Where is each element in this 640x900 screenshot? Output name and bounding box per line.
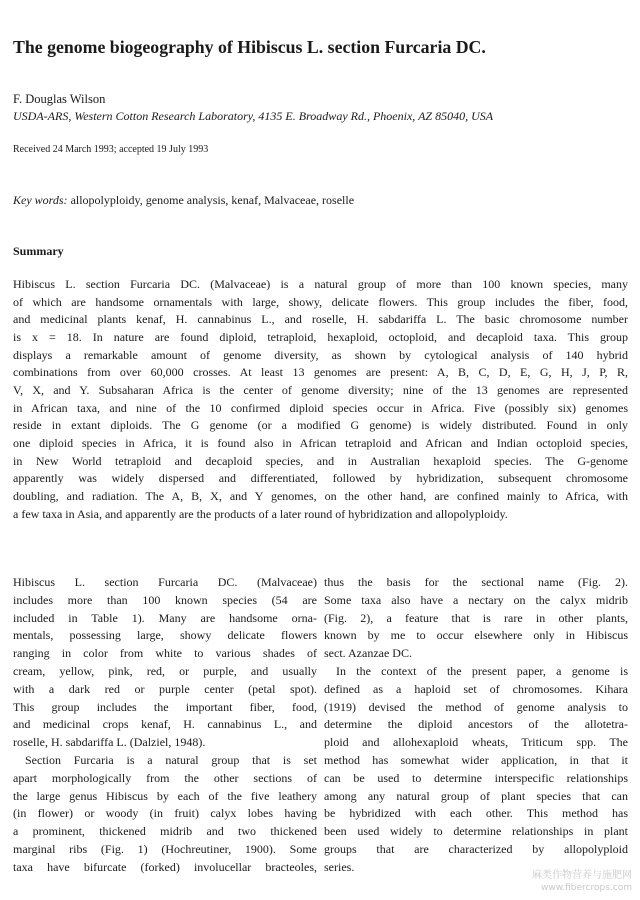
summary-line: reside in extant diploids. The G genome (or a modified G genome) is widely distributed. Found in only <box>13 418 628 433</box>
summary-line: apparently was widely dispersed and differentiated, followed by hybridization, subsequent chromosome <box>13 471 628 486</box>
body-line: thus the basis for the sectional name (Fig. 2). <box>324 575 628 589</box>
body-line: Section Furcaria is a natural group that is set <box>25 752 317 767</box>
body-line: includes more than 100 known species (54 are <box>13 592 317 607</box>
body-line: ranging in color from white to various shades of <box>13 646 317 661</box>
body-line: can be used to determine interspecific relationships <box>324 770 628 785</box>
body-line: taxa have bifurcate (forked) involucellar bracteoles, <box>13 859 317 874</box>
body-line: mentals, possessing large, showy delicate flowers <box>13 628 317 643</box>
body-line: a prominent, thickened midrib and two thickened <box>13 824 317 839</box>
body-line: In the context of the present paper, a genome is <box>336 663 628 678</box>
body-line: series. <box>324 859 355 874</box>
body-line: with a dark red or purple center (petal spot). <box>13 681 317 696</box>
keywords <box>13 192 354 208</box>
summary-line: in African taxa, and nine of the 10 confirmed diploid species occur in Africa. Five (possibly six) genomes <box>13 400 628 415</box>
summary-line: in New World tetraploid and decaploid species, and in Australian hexaploid species. The G-genome <box>13 453 628 468</box>
body-line: sect. Azanzae DC. <box>324 646 412 661</box>
watermark-url: www.fibercrops.com <box>541 883 632 893</box>
body-line: (in flower) or woody (in fruit) calyx lobes having <box>13 806 317 821</box>
body-column-right <box>324 574 628 877</box>
summary-heading: Summary <box>13 244 64 258</box>
body-line: Some taxa also have a nectary on the calyx midrib <box>324 592 628 607</box>
body-line: method has somewhat wider application, in that it <box>324 752 628 767</box>
summary-line: displays a remarkable amount of genome diversity, as shown by cytological analysis of 140 hybrid <box>13 347 628 362</box>
body-line: (Fig. 2), a feature that is rare in other plants, <box>324 610 628 625</box>
body-line: groups that are characterized by allopolyploid <box>324 841 628 856</box>
summary-line: doubling, and radiation. The A, B, X, and Y genomes, on the other hand, are confined mainly to Africa, with <box>13 488 628 503</box>
body-line: marginal ribs (Fig. 1) (Hochreutiner, 1900). Some <box>13 841 317 856</box>
body-line: Hibiscus L. section Furcaria DC. (Malvaceae) <box>13 575 317 589</box>
body-line: ploid and allohexaploid wheats, Triticum spp. The <box>324 735 628 750</box>
summary-line: V, X, and Y. Subsaharan Africa is the center of genome diversity; nine of the 13 genomes are represented <box>13 382 628 397</box>
received-dates: Received 24 March 1993; accepted 19 July 1993 <box>13 144 209 155</box>
body-line: (1919) devised the method of genome analysis to <box>324 699 628 714</box>
keywords-label: Key words: <box>13 193 68 207</box>
body-line: cream, yellow, pink, red, or purple, and usually <box>13 663 317 678</box>
body-line: among any natural group of plant species that can <box>324 788 628 803</box>
author-name: F. Douglas Wilson <box>13 92 106 106</box>
summary-line: a few taxa in Asia, and apparently are the products of a later round of hybridization and allopolyploidy. <box>13 506 508 521</box>
author-affiliation: USDA-ARS, Western Cotton Research Laboratory, 4135 E. Broadway Rd., Phoenix, AZ 85040, USA <box>13 109 494 123</box>
body-line: roselle, H. sabdariffa L. (Dalziel, 1948). <box>13 735 206 750</box>
body-line: This group includes the important fiber, food, <box>13 699 317 714</box>
summary-line: combinations from over 60,000 crosses. At least 13 genomes are present: A, B, C, D, E, G, H, J, P, R, <box>13 365 628 380</box>
keywords-text: allopolyploidy, genome analysis, kenaf, Malvaceae, roselle <box>70 193 355 207</box>
summary-line: of which are handsome ornamentals with large, showy, delicate flowers. This group includes the fiber, food, <box>13 294 628 309</box>
body-line: apart morphologically from the other sections of <box>13 770 317 785</box>
body-line: be hybridized with each other. This method has <box>324 806 628 821</box>
summary-line: one diploid species in Africa, it is found also in African tetraploid and African and Indian octoploid species, <box>13 435 628 450</box>
body-line: been used widely to determine relationships in plant <box>324 824 628 839</box>
body-line: known by me to occur elsewhere only in Hibiscus <box>324 628 628 643</box>
article-title: The genome biogeography of Hibiscus L. section Furcaria DC. <box>13 37 486 57</box>
body-line: included in Table 1). Many are handsome orna- <box>13 610 317 625</box>
summary-line: and medicinal plants kenaf, H. cannabinus L., and roselle, H. sabdariffa L. The basic chromosome number <box>13 312 628 327</box>
body-line: determine the diploid ancestors of the allotetra- <box>324 717 628 732</box>
summary-line: is x = 18. In nature are found diploid, tetraploid, hexaploid, octoploid, and decaploid taxa. This group <box>13 329 628 344</box>
body-column-left <box>13 574 317 877</box>
site-watermark <box>532 870 632 894</box>
summary-line: Hibiscus L. section Furcaria DC. (Malvaceae) is a natural group of more than 100 known species, many <box>13 277 628 291</box>
body-line: the large genus Hibiscus by each of the five leathery <box>13 788 317 803</box>
summary-paragraph <box>13 276 628 523</box>
watermark-site-name: 麻类作物营养与施肥网 <box>532 870 632 881</box>
body-line: defined as a haploid set of chromosomes. Kihara <box>324 681 628 696</box>
body-line: and medicinal crops kenaf, H. cannabinus L., and <box>13 717 317 732</box>
